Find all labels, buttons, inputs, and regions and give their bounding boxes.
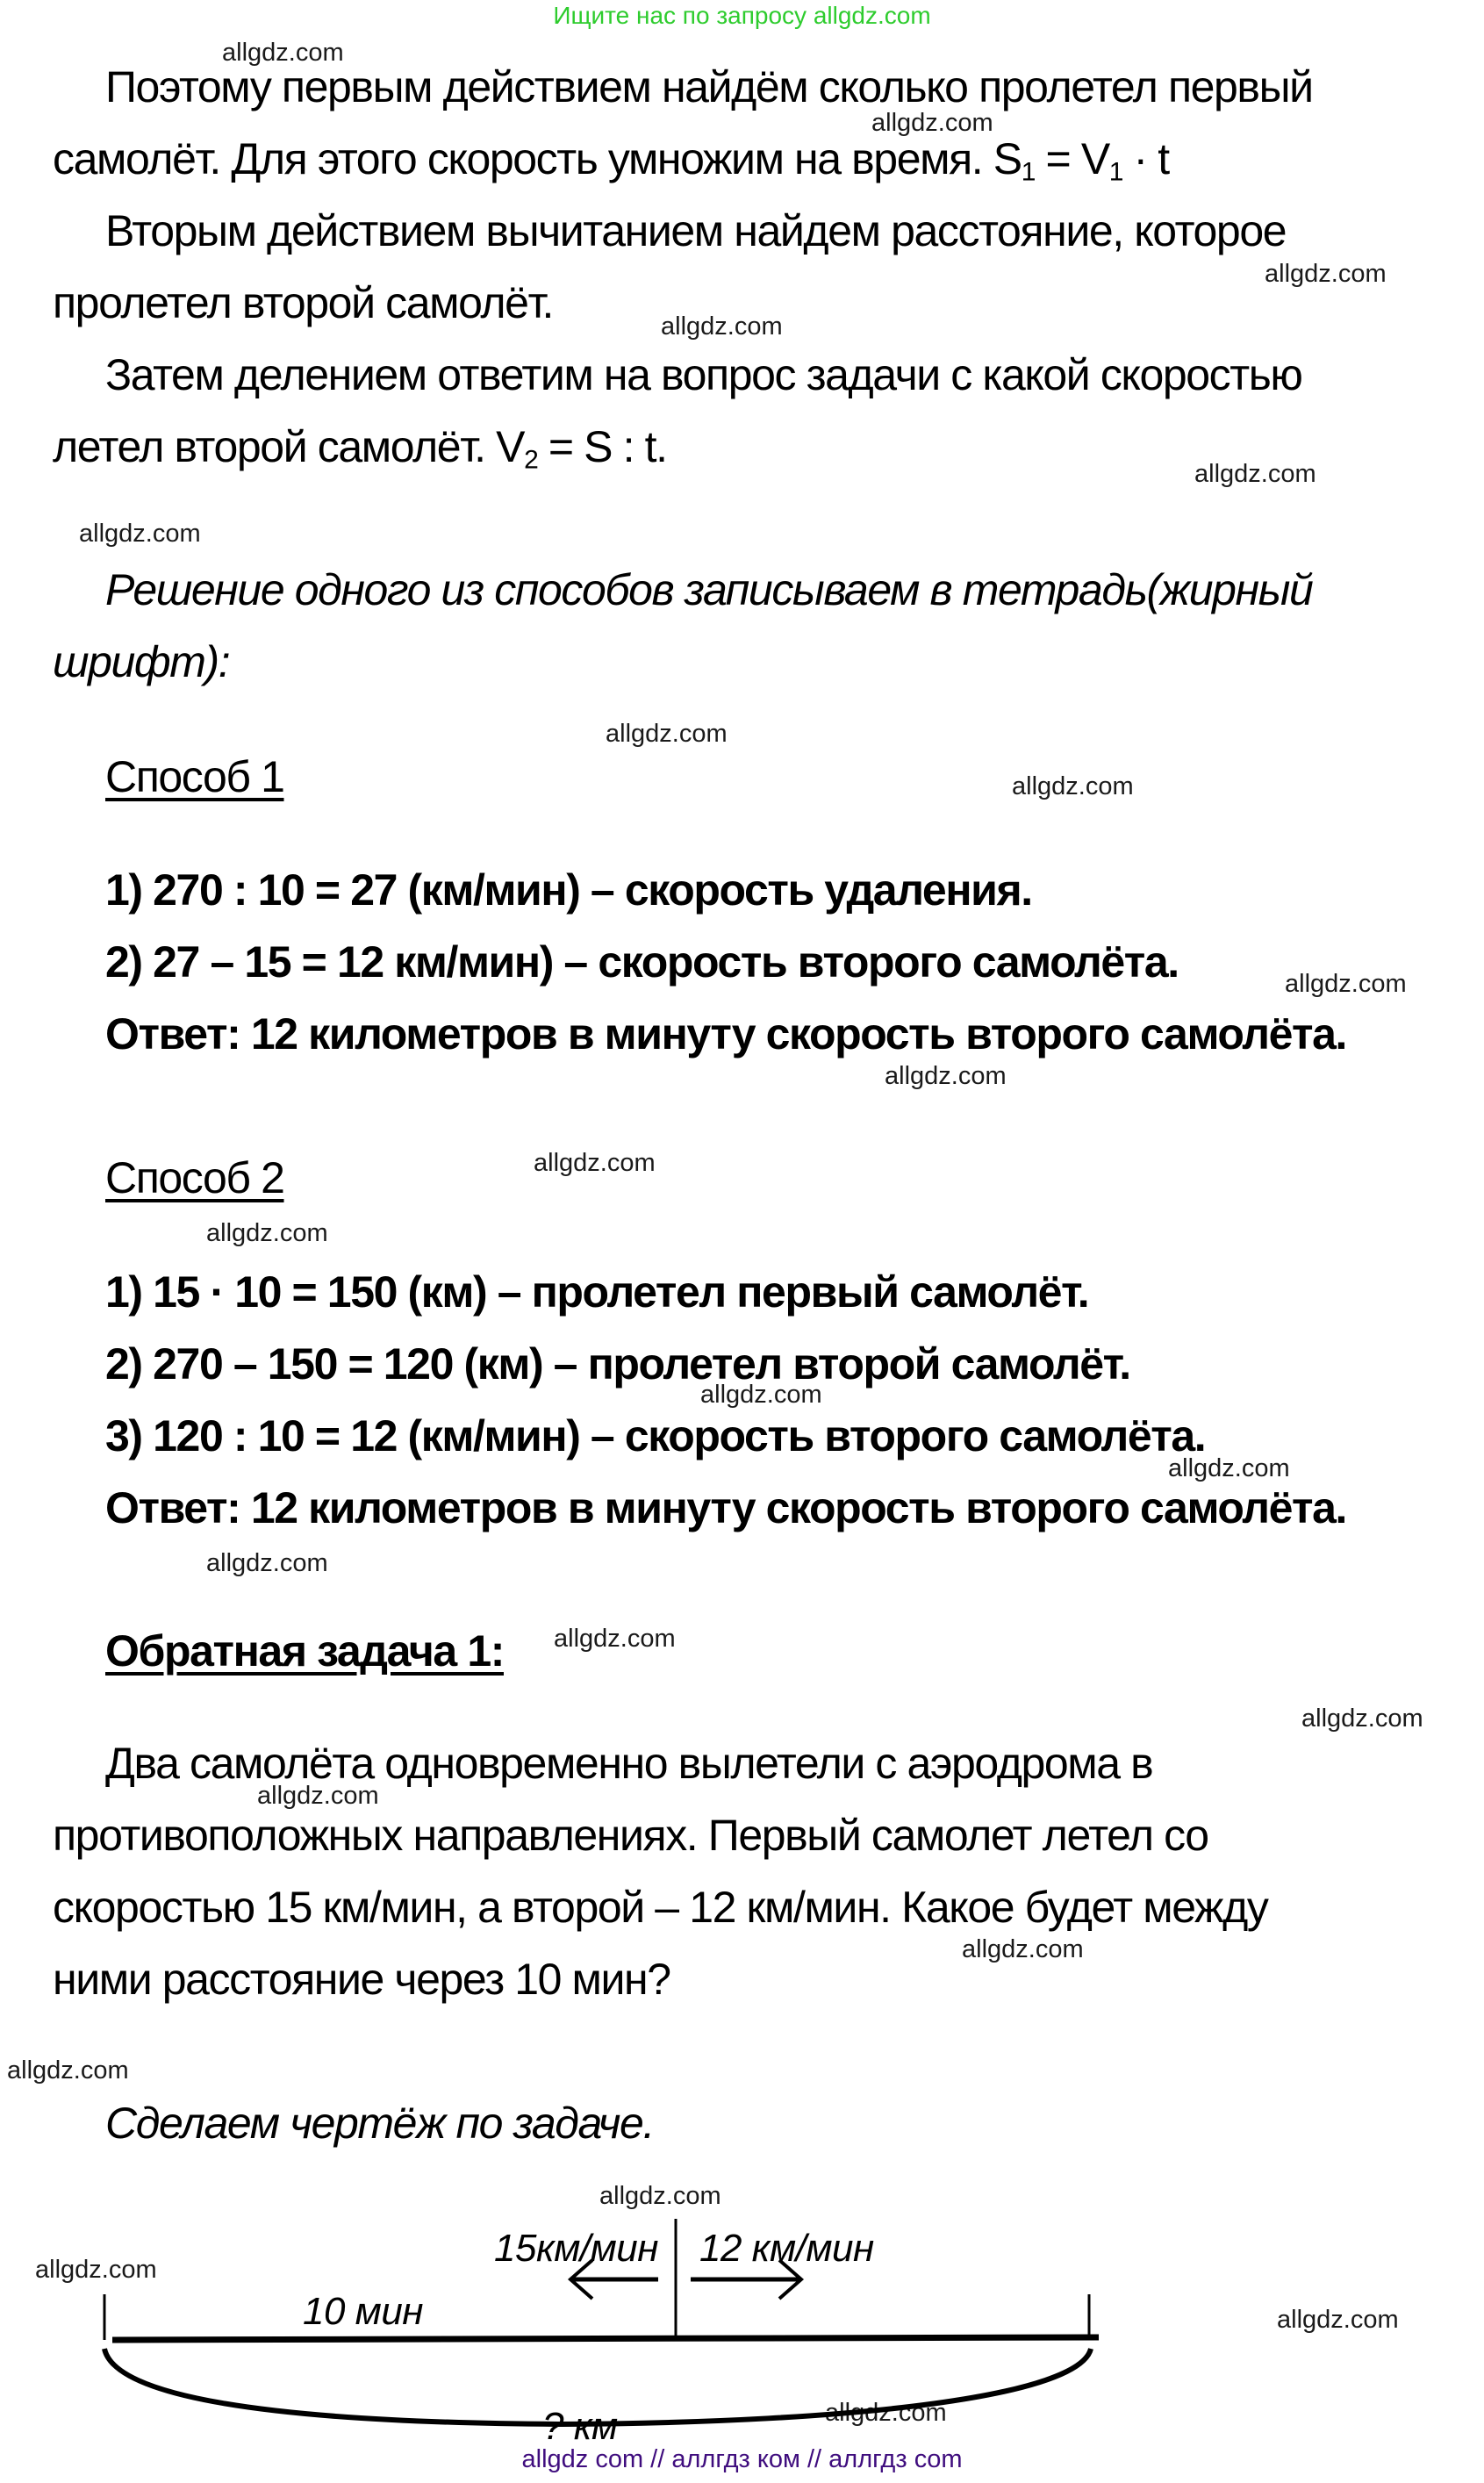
formula-subscript: 1 [1108,157,1123,187]
method-2-step-1: 1) 15 · 10 = 150 (км) – пролетел первый самолёт. [105,1267,1089,1317]
method-2-step-3: 3) 120 : 10 = 12 (км/мин) – скорость второго самолёта. [105,1411,1206,1460]
inverse-task-line-2: противоположных направлениях. Первый самолет летел со [53,1811,1208,1860]
formula-v2 [496,422,667,475]
formula-rest: = S : t. [537,422,667,471]
watermark: allgdz.com [1012,772,1134,800]
note-line-1: Решение одного из способов записываем в тетрадь(жирный [105,565,1313,614]
formula-s1 [993,134,1169,187]
watermark: allgdz.com [222,39,344,67]
formula-subscript: 1 [1021,157,1036,187]
note-line-2: шрифт): [53,637,230,686]
watermark: allgdz.com [257,1782,379,1810]
watermark: allgdz.com [885,1062,1007,1090]
formula-equals: = [1035,134,1081,183]
watermark: allgdz.com [1168,1454,1290,1482]
watermark: allgdz.com [79,520,201,548]
method-1-step-1: 1) 270 : 10 = 27 (км/мин) – скорость удаления. [105,865,1032,915]
method-1-title: Способ 1 [105,752,284,801]
time-label: 10 мин [303,2290,424,2333]
total-distance-label: ? км [542,2405,618,2448]
watermark: allgdz.com [206,1219,328,1247]
watermark: allgdz.com [1277,2306,1399,2334]
intro-line-5: Затем делением ответим на вопрос задачи с какой скоростью [105,350,1302,399]
intro-line-3: Вторым действием вычитанием найдем расстояние, которое [105,206,1287,255]
intro-line-2 [53,133,1169,188]
left-speed-label: 15км/мин [494,2227,658,2270]
watermark: allgdz.com [1194,460,1316,488]
intro-line-6 [53,421,667,476]
watermark: allgdz.com [962,1935,1084,1963]
drawing-intro: Сделаем чертёж по задаче. [105,2099,654,2148]
method-1-step-2: 2) 27 – 15 = 12 км/мин) – скорость второго самолёта. [105,937,1179,987]
watermark: allgdz.com [599,2182,721,2210]
inverse-task-title: Обратная задача 1: [105,1626,504,1676]
intro-line-4: пролетел второй самолёт. [53,278,554,327]
watermark: allgdz.com [700,1381,822,1409]
method-2-answer: Ответ: 12 километров в минуту скорость второго самолёта. [105,1483,1347,1532]
formula-subscript: 2 [524,445,538,475]
intro-line-6-text: летел второй самолёт. [53,422,497,471]
watermark: allgdz.com [1285,970,1407,998]
watermark: allgdz.com [1265,260,1387,288]
watermark: allgdz.com [661,312,783,341]
method-2-title: Способ 2 [105,1153,284,1202]
formula-rest: · t [1122,134,1169,183]
inverse-task-line-4: ними расстояние через 10 мин? [53,1955,670,2004]
watermark: allgdz.com [606,720,728,748]
watermark: allgdz.com [35,2256,157,2284]
method-1-answer: Ответ: 12 километров в минуту скорость второго самолёта. [105,1009,1347,1059]
formula-symbol: V [1080,134,1109,183]
watermark: allgdz.com [871,109,993,137]
watermark: allgdz.com [1301,1704,1423,1733]
formula-symbol: V [496,422,525,471]
watermark: allgdz.com [206,1549,328,1577]
right-speed-label: 12 км/мин [699,2227,874,2270]
footer-watermark: allgdz com // аллгдз ком // аллгдз com [521,2445,963,2473]
intro-line-1: Поэтому первым действием найдём сколько пролетел первый [105,62,1313,111]
watermark: allgdz.com [534,1149,656,1177]
formula-symbol: S [993,134,1022,183]
inverse-task-line-3: скоростью 15 км/мин, а второй – 12 км/мин. Какое будет между [53,1883,1268,1932]
watermark: allgdz.com [825,2399,947,2427]
site-banner: Ищите нас по запросу allgdz.com [553,2,931,29]
method-2-step-2: 2) 270 – 150 = 120 (км) – пролетел второй самолёт. [105,1339,1130,1389]
intro-line-2-text: самолёт. Для этого скорость умножим на время. [53,134,993,183]
inverse-task-line-1: Два самолёта одновременно вылетели с аэродрома в [105,1739,1153,1788]
watermark: allgdz.com [7,2056,129,2085]
distance-segment [112,2337,1099,2340]
watermark: allgdz.com [554,1625,676,1653]
